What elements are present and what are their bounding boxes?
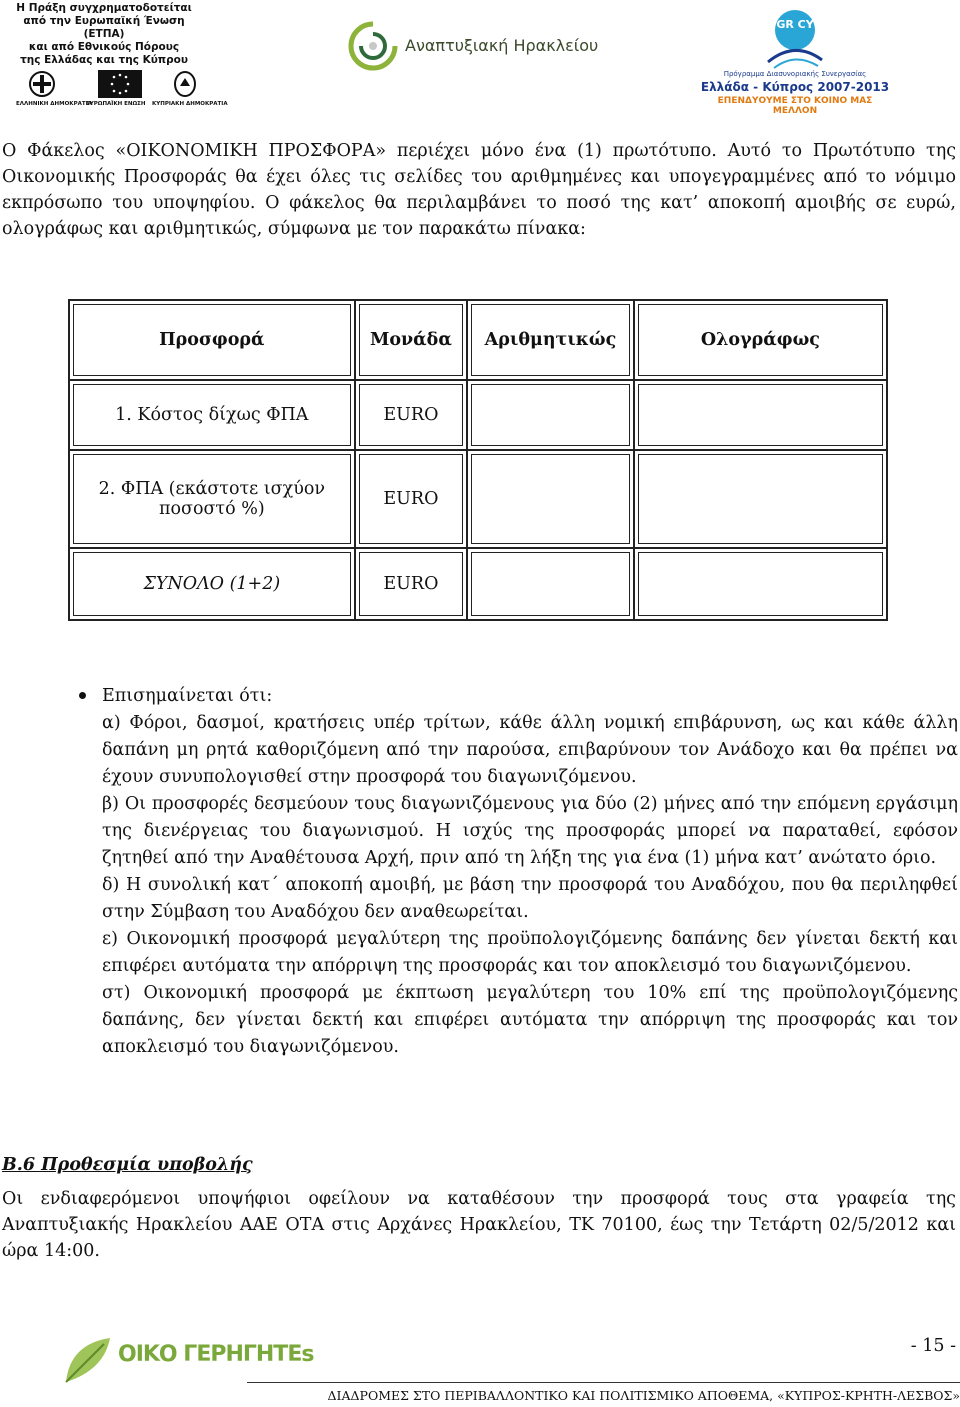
eu-funding-block (16, 2, 228, 107)
list-item: στ) Οικονομική προσφορά με έκπτωση μεγαλύτερη του 10% επί της προϋπολογιζόμενης δαπάνης, δεν γίνεται δεκτή και επιφέρει αυτόματα την απόρριψη της προσφοράς και τον αποκλεισμό του διαγωνιζόμενου. (102, 983, 958, 1057)
column-header: Προσφορά (69, 300, 355, 380)
footer-logo (60, 1330, 314, 1392)
cyprus-emblem-icon (171, 70, 199, 98)
program-logo (700, 0, 890, 116)
footer-project-title: ΔΙΑΔΡΟΜΕΣ ΣΤΟ ΠΕΡΙΒΑΛΛΟΝΤΙΚΟ ΚΑΙ ΠΟΛΙΤΙΣΜΙΚΟ ΑΠΟΘΕΜΑ, «ΚΥΠΡΟΣ-ΚΡΗΤΗ-ΛΕΣΒΟΣ» (327, 1388, 960, 1403)
anaptyxiaki-logo-text: Αναπτυξιακή Ηρακλείου (405, 36, 599, 55)
table-cell (634, 450, 887, 548)
list-item: β) Οι προσφορές δεσμεύουν τους διαγωνιζόμενους για δύο (2) μήνες από την επόμενη εργάσιμη της διενέργειας του διαγωνισμού. Η ισχύς της προσφοράς μπορεί να παραταθεί, εφόσον ζητηθεί από την Αναθέτουσα Αρχή, πριν από τη λήξη της για ένα (1) μήνα κατ’ ανώτατο όριο. (102, 794, 958, 868)
notes-list (102, 683, 958, 1061)
table-cell (467, 380, 634, 450)
table-cell (634, 548, 887, 620)
list-item: ε) Οικονομική προσφορά μεγαλύτερη της προϋπολογιζόμενης δαπάνης δεν γίνεται δεκτή και επιφέρει αυτόματα την απόρριψη της προσφοράς και τον αποκλεισμό του διαγωνιζόμενου. (102, 929, 958, 976)
table-cell: EURO (355, 450, 468, 548)
eu-caption: ΕΥΡΩΠΑΪΚΗ ΕΝΩΣΗ (86, 101, 146, 107)
table-cell: ΣΥΝΟΛΟ (1+2) (69, 548, 355, 620)
cyprus-caption: ΚΥΠΡΙΑΚΗ ΔΗΜΟΚΡΑΤΙΑ (152, 101, 228, 107)
section-title: Β.6 Προθεσμία υποβολής (2, 1155, 253, 1175)
flags-row (16, 70, 228, 110)
footer-logo-text: ΟΙΚΟ ΓΕΡΗΓΗΤΕs (118, 1342, 314, 1367)
bullet-icon (79, 692, 86, 699)
table-cell (634, 380, 887, 450)
gr-cy-dolphin-icon (760, 6, 830, 72)
notes-lead: Επισημαίνεται ότι: (102, 686, 273, 706)
list-item: δ) Η συνολική κατ΄ αποκοπή αμοιβή, με βάση την προσφορά του Αναδόχου, που θα περιληφθεί στην Σύμβαση του Αναδόχου δεν αναθεωρείται. (102, 875, 958, 922)
program-subtitle: Πρόγραμμα Διασυνοριακής Συνεργασίας (723, 70, 867, 78)
table-row (69, 450, 887, 548)
anaptyxiaki-logo (345, 18, 599, 73)
intro-paragraph: Ο Φάκελος «ΟΙΚΟΝΟΜΙΚΗ ΠΡΟΣΦΟΡΑ» περιέχει μόνο ένα (1) πρωτότυπο. Αυτό το Πρωτότυπο της Οικονομικής Προσφοράς θα έχει όλες τις σελίδες του αριθμημένες και υπογεγραμμένες από το νόμιμο εκπρόσωπο του υποψηφίου. Ο φάκελος θα περιλαμβάνει το ποσό της κατ’ αποκοπή αμοιβής σε ευρώ, ολογράφως και αριθμητικώς, σύμφωνα με τον παρακάτω πίνακα: (2, 141, 956, 239)
page-number: - 15 - (910, 1336, 956, 1356)
table-row (69, 548, 887, 620)
page-header (0, 0, 960, 120)
eu-funding-text: Η Πράξη συγχρηματοδοτείται από την Ευρωπαϊκή Ένωση (ΕΤΠΑ) και από Εθνικούς Πόρους της Ελλάδας και της Κύπρου (16, 2, 192, 66)
footer-divider (247, 1382, 960, 1383)
offer-table (68, 299, 888, 621)
program-slogan: ΕΠΕΝΔΥΟΥΜΕ ΣΤΟ ΚΟΙΝΟ ΜΑΣ ΜΕΛΛΟΝ (717, 96, 873, 116)
table-row (69, 380, 887, 450)
eu-flag-icon (98, 70, 142, 98)
greek-emblem-icon (28, 70, 56, 98)
column-header: Αριθμητικώς (467, 300, 634, 380)
list-item: α) Φόροι, δασμοί, κρατήσεις υπέρ τρίτων, κάθε άλλη νομική επιβάρυνση, ως και κάθε άλλη δαπάνη μη ρητά καθοριζόμενη από την παρούσα, επιβαρύνουν τον Ανάδοχο και θα πρέπει να έχουν συνυπολογισθεί στην προσφορά του διαγωνιζόμενου. (102, 713, 958, 787)
table-cell: 1. Κόστος δίχως ΦΠΑ (69, 380, 355, 450)
section-paragraph: Οι ενδιαφερόμενοι υποψήφιοι οφείλουν να καταθέσουν την προσφορά τους στα γραφεία της Αναπτυξιακής Ηρακλείου ΑΑΕ ΟΤΑ στις Αρχάνες Ηρακλείου, ΤΚ 70100, έως την Τετάρτη 02/5/2012 και ώρα 14:00. (2, 1189, 956, 1261)
swirl-icon (345, 18, 401, 74)
program-badge-text: GR CY (776, 18, 814, 31)
program-title: Ελλάδα - Κύπρος 2007-2013 (700, 80, 890, 94)
column-header: Μονάδα (355, 300, 468, 380)
table-cell (467, 548, 634, 620)
column-header: Ολογράφως (634, 300, 887, 380)
table-header-row (69, 300, 887, 380)
table-cell: EURO (355, 548, 468, 620)
table-cell: EURO (355, 380, 468, 450)
table-cell (467, 450, 634, 548)
table-cell: 2. ΦΠΑ (εκάστοτε ισχύον ποσοστό %) (69, 450, 355, 548)
greece-caption: ΕΛΛΗΝΙΚΗ ΔΗΜΟΚΡΑΤΙΑ (16, 101, 92, 107)
eco-tour-leaf-icon (60, 1330, 122, 1392)
